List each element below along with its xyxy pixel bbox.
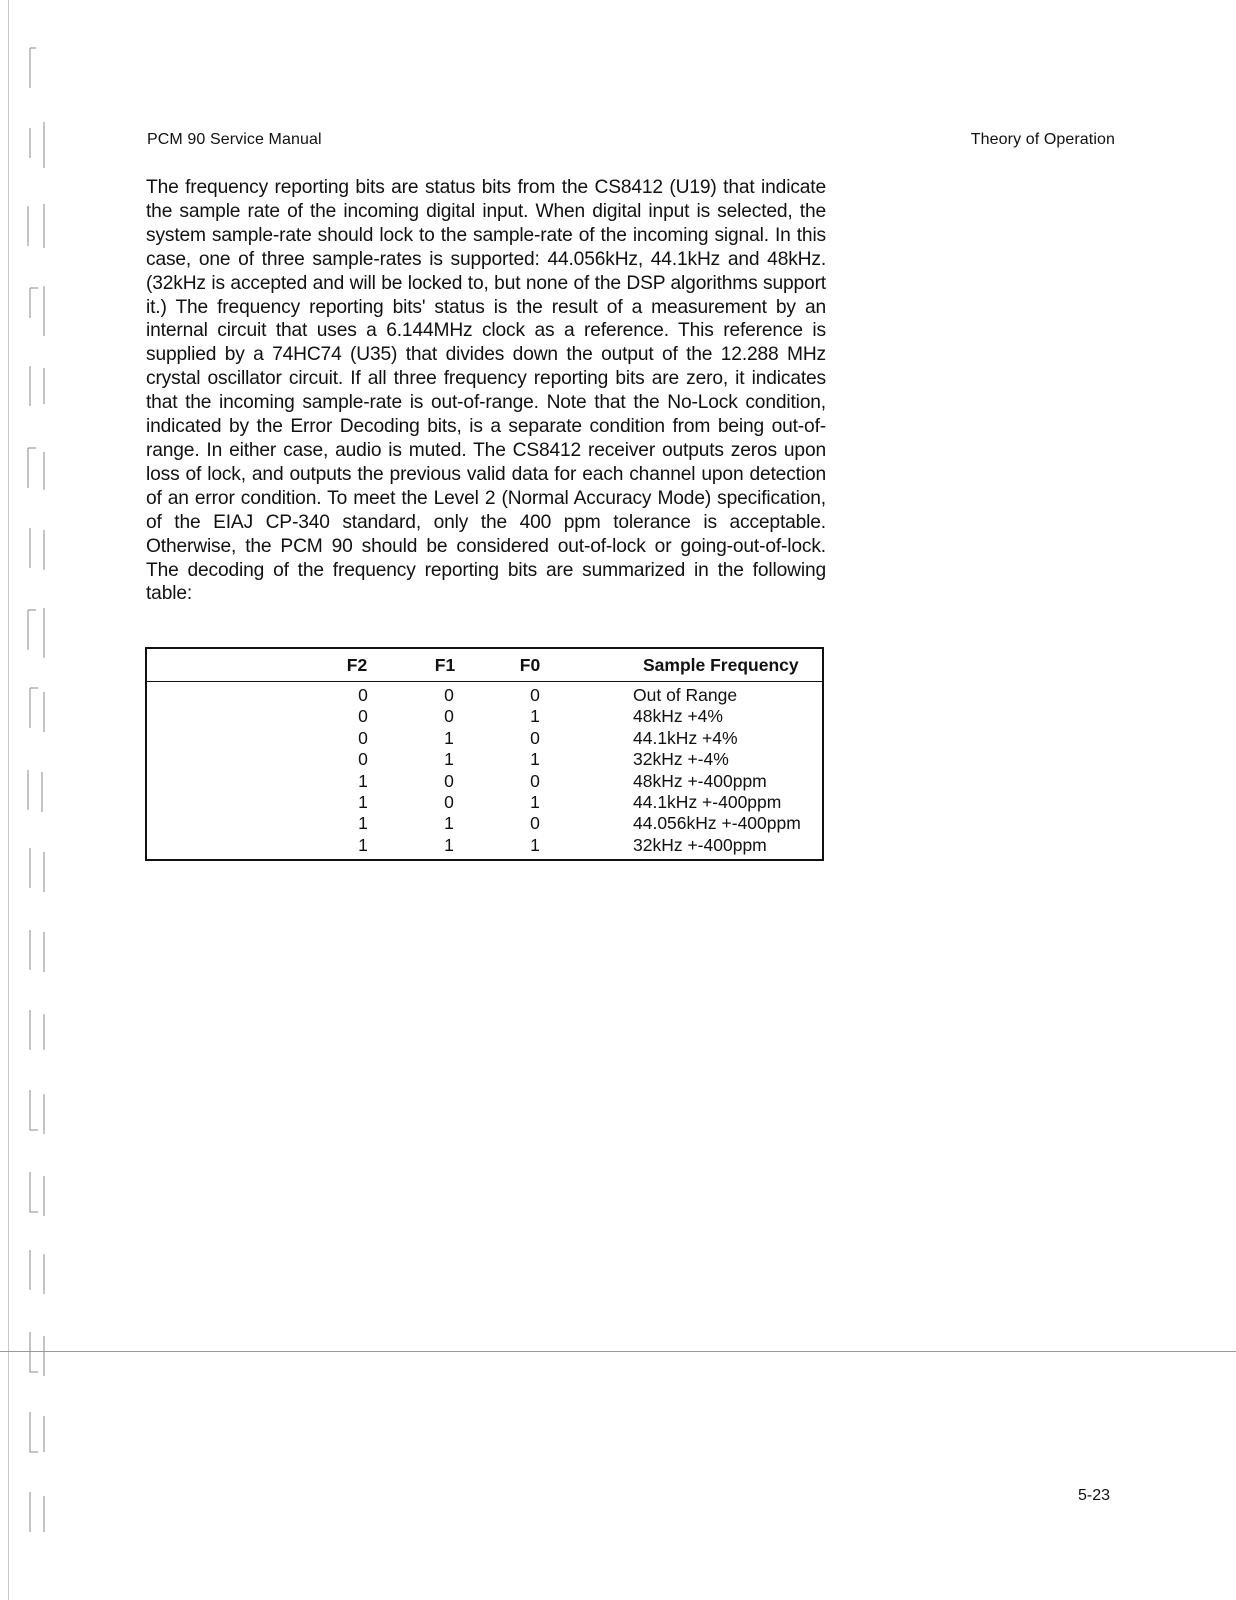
table-row	[146, 706, 823, 727]
column-header-f1: F1	[369, 648, 455, 682]
table-row	[146, 749, 823, 770]
cell-f2: 1	[358, 834, 368, 855]
cell-f1: 0	[444, 770, 454, 791]
binder-punch-marks	[18, 36, 54, 1576]
table-row	[146, 835, 823, 860]
column-header-f2: F2	[146, 648, 369, 682]
cell-f1: 0	[444, 706, 454, 727]
page-number: 5-23	[1077, 1487, 1110, 1504]
cell-sample-frequency: 32kHz +-4%	[633, 749, 729, 770]
column-header-sample-frequency: Sample Frequency	[541, 648, 823, 682]
cell-f1: 1	[444, 813, 454, 834]
cell-f1: 1	[444, 749, 454, 770]
binder-edge-line	[8, 0, 9, 1600]
cell-sample-frequency: 48kHz +4%	[633, 706, 723, 727]
cell-f1: 1	[444, 834, 454, 855]
cell-f0: 1	[530, 749, 540, 770]
cell-f2: 1	[358, 792, 368, 813]
page-cut-line	[0, 1351, 1236, 1352]
body-paragraph: The frequency reporting bits are status bits from the CS8412 (U19) that indicate the sample rate of the incoming digital input. When digital input is selected, the system sample-rate should lock to the sample-rate of the incoming signal. In this case, one of three sample-rates is supported: 44.056kHz, 44.1kHz and 48kHz. (32kHz is accepted and will be locked to, but none of the DSP algorithms support it.) The frequency reporting bits' status is the result of a measurement by an internal circuit that uses a 6.144MHz clock as a reference. This reference is supplied by a 74HC74 (U35) that divides down the output of the 12.288 MHz crystal oscillator circuit. If all three frequency reporting bits are zero, it indicates that the incoming sample-rate is out-of-range. Note that the No-Lock condition, indicated by the Error Decoding bits, is a separate condition from being out-of-range. In either case, audio is muted. The CS8412 receiver outputs zeros upon loss of lock, and outputs the previous valid data for each channel upon detection of an error condition. To meet the Level 2 (Normal Accuracy Mode) specification, of the EIAJ CP-340 standard, only the 400 ppm tolerance is acceptable. Otherwise, the PCM 90 should be considered out-of-lock or going-out-of-lock. The decoding of the frequency reporting bits are summarized in the following table:	[146, 177, 826, 605]
cell-sample-frequency: 44.1kHz +4%	[633, 727, 738, 748]
header-section-title: Theory of Operation	[970, 131, 1115, 148]
cell-f1: 1	[444, 727, 454, 748]
table-row	[146, 682, 823, 707]
cell-f1: 0	[444, 685, 454, 705]
cell-f2: 0	[358, 706, 368, 727]
cell-f0: 0	[530, 770, 540, 791]
table-header-row	[146, 648, 823, 682]
cell-sample-frequency: Out of Range	[633, 685, 738, 705]
cell-f2: 1	[358, 770, 368, 791]
cell-f0: 0	[530, 727, 540, 748]
table-row	[146, 771, 823, 792]
cell-f2: 0	[358, 749, 368, 770]
header-manual-title: PCM 90 Service Manual	[147, 131, 322, 148]
frequency-reporting-table	[145, 647, 824, 861]
cell-f0: 1	[530, 792, 540, 813]
cell-f0: 1	[530, 706, 540, 727]
cell-f0: 0	[530, 813, 540, 834]
cell-f2: 1	[358, 813, 368, 834]
cell-sample-frequency: 44.056kHz +-400ppm	[633, 813, 801, 834]
table-row	[146, 728, 823, 749]
cell-f2: 0	[358, 727, 368, 748]
cell-f0: 1	[530, 834, 540, 855]
table-row	[146, 792, 823, 813]
cell-sample-frequency: 48kHz +-400ppm	[633, 770, 767, 791]
table-row	[146, 813, 823, 834]
cell-sample-frequency: 44.1kHz +-400ppm	[633, 792, 782, 813]
cell-f2: 0	[358, 685, 368, 705]
column-header-f0: F0	[455, 648, 541, 682]
cell-sample-frequency: 32kHz +-400ppm	[633, 834, 767, 855]
cell-f1: 0	[444, 792, 454, 813]
cell-f0: 0	[530, 685, 540, 705]
